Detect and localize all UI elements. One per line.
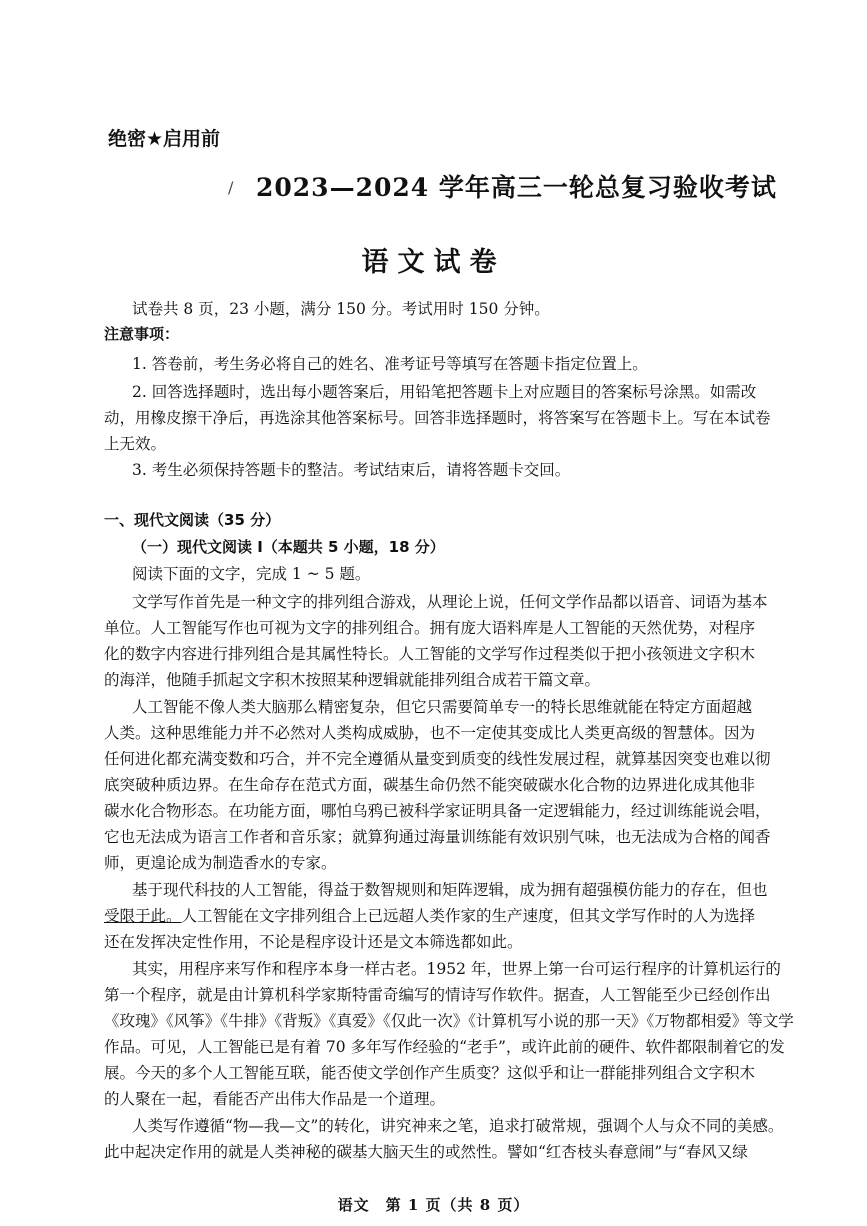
scan-mark: / xyxy=(228,178,234,197)
passage-line: 它也无法成为语言工作者和音乐家；就算狗通过海量训练能有效识别气味，也无法成为合格的闻香 xyxy=(104,828,771,846)
passage-line: 单位。人工智能写作也可视为文字的排列组合。拥有庞大语料库是人工智能的天然优势，对程序 xyxy=(104,619,756,637)
section-heading: 一、现代文阅读（35 分） xyxy=(104,511,281,529)
passage-line: 化的数字内容进行排列组合是其属性特长。人工智能的文学写作过程类似于把小孩领进文字积木 xyxy=(104,645,756,663)
passage-line: 碳水化合物形态。在功能方面，哪怕乌鸦已被科学家证明具备一定逻辑能力，经过训练能说会唱， xyxy=(104,802,771,820)
passage-line: 任何进化都充满变数和巧合，并不完全遵循从量变到质变的线性发展过程，就算基因突变也难以彻 xyxy=(104,750,771,768)
passage-line: 作品。可见，人工智能已是有着 70 多年写作经验的“老手”，或许此前的硬件、软件都限制着它的发 xyxy=(104,1038,785,1056)
notice-item-2-line-2: 动，用橡皮擦干净后，再选涂其他答案标号。回答非选择题时，将答案写在答题卡上。写在本试卷 xyxy=(104,409,771,427)
confidential-label: 绝密★启用前 xyxy=(108,128,221,150)
underlined-phrase: 受限于此。 xyxy=(104,907,182,925)
exam-summary: 试卷共 8 页，23 小题，满分 150 分。考试用时 150 分钟。 xyxy=(132,300,550,318)
passage-line: 基于现代科技的人工智能，得益于数智规则和矩阵逻辑，成为拥有超强模仿能力的存在，但也 xyxy=(132,881,768,899)
passage-line: 还在发挥决定性作用，不论是程序设计还是文本筛选都如此。 xyxy=(104,933,523,951)
passage-line: 人类。这种思维能力并不必然对人类构成威胁，也不一定使其变成比人类更高级的智慧体。因为 xyxy=(104,724,756,742)
passage-text: 人工智能在文字排列组合上已远超人类作家的生产速度，但其文学写作时的人为选择 xyxy=(181,907,756,925)
passage-line: 的海洋，他随手抓起文字积木按照某种逻辑就能排列组合成若干篇文章。 xyxy=(104,671,601,689)
notice-heading: 注意事项： xyxy=(104,325,180,343)
passage-line: 底突破种质边界。在生命存在范式方面，碳基生命仍然不能突破碳水化合物的边界进化成其他非 xyxy=(104,776,756,794)
section-subheading: （一）现代文阅读 I（本题共 5 小题，18 分） xyxy=(132,538,445,556)
notice-item-1: 1. 答卷前，考生务必将自己的姓名、准考证号等填写在答题卡指定位置上。 xyxy=(132,355,648,373)
passage-line: 师，更遑论成为制造香水的专家。 xyxy=(104,854,337,872)
notice-item-2-line-1: 2. 回答选择题时，选出每小题答案后，用铅笔把答题卡上对应题目的答案标号涂黑。如需改 xyxy=(132,383,757,401)
passage-line: 此中起决定作用的就是人类神秘的碳基大脑天生的或然性。譬如“红杏枝头春意闹”与“春风又绿 xyxy=(104,1143,748,1161)
exam-title: 2023—2024 学年高三一轮总复习验收考试 xyxy=(256,173,777,202)
passage-line: 展。今天的多个人工智能互联，能否使文学创作产生质变？这似乎和让一群能排列组合文字积木 xyxy=(104,1064,756,1082)
passage-line: 文学写作首先是一种文字的排列组合游戏，从理论上说，任何文学作品都以语音、词语为基本 xyxy=(132,593,768,611)
passage-line: 的人聚在一起，看能否产出伟大作品是一个道理。 xyxy=(104,1090,446,1108)
passage-line: 《玫瑰》《风筝》《牛排》《背叛》《真爱》《仅此一次》《计算机写小说的那一天》《万物都相爱》等文学 xyxy=(104,1012,794,1030)
passage-line: 其实，用程序来写作和程序本身一样古老。1952 年，世界上第一台可运行程序的计算机运行的 xyxy=(132,960,781,978)
page-footer: 语文 第 1 页（共 8 页） xyxy=(337,1196,530,1214)
passage-line: 人类写作遵循“物—我—文”的转化，讲究神来之笔，追求打破常规，强调个人与众不同的美感。 xyxy=(132,1117,784,1135)
passage-line: 第一个程序，就是由计算机科学家斯特雷奇编写的情诗写作软件。据查，人工智能至少已经创作出 xyxy=(104,986,771,1004)
passage-line: 人工智能不像人类大脑那么精密复杂，但它只需要简单专一的特长思维就能在特定方面超越 xyxy=(132,698,753,716)
reading-prompt: 阅读下面的文字，完成 1 ~ 5 题。 xyxy=(132,565,371,583)
subject-title: 语文试卷 xyxy=(361,247,506,278)
notice-item-3: 3. 考生必须保持答题卡的整洁。考试结束后，请将答题卡交回。 xyxy=(132,461,571,479)
notice-item-2-line-3: 上无效。 xyxy=(104,435,167,453)
passage-line xyxy=(104,904,755,926)
